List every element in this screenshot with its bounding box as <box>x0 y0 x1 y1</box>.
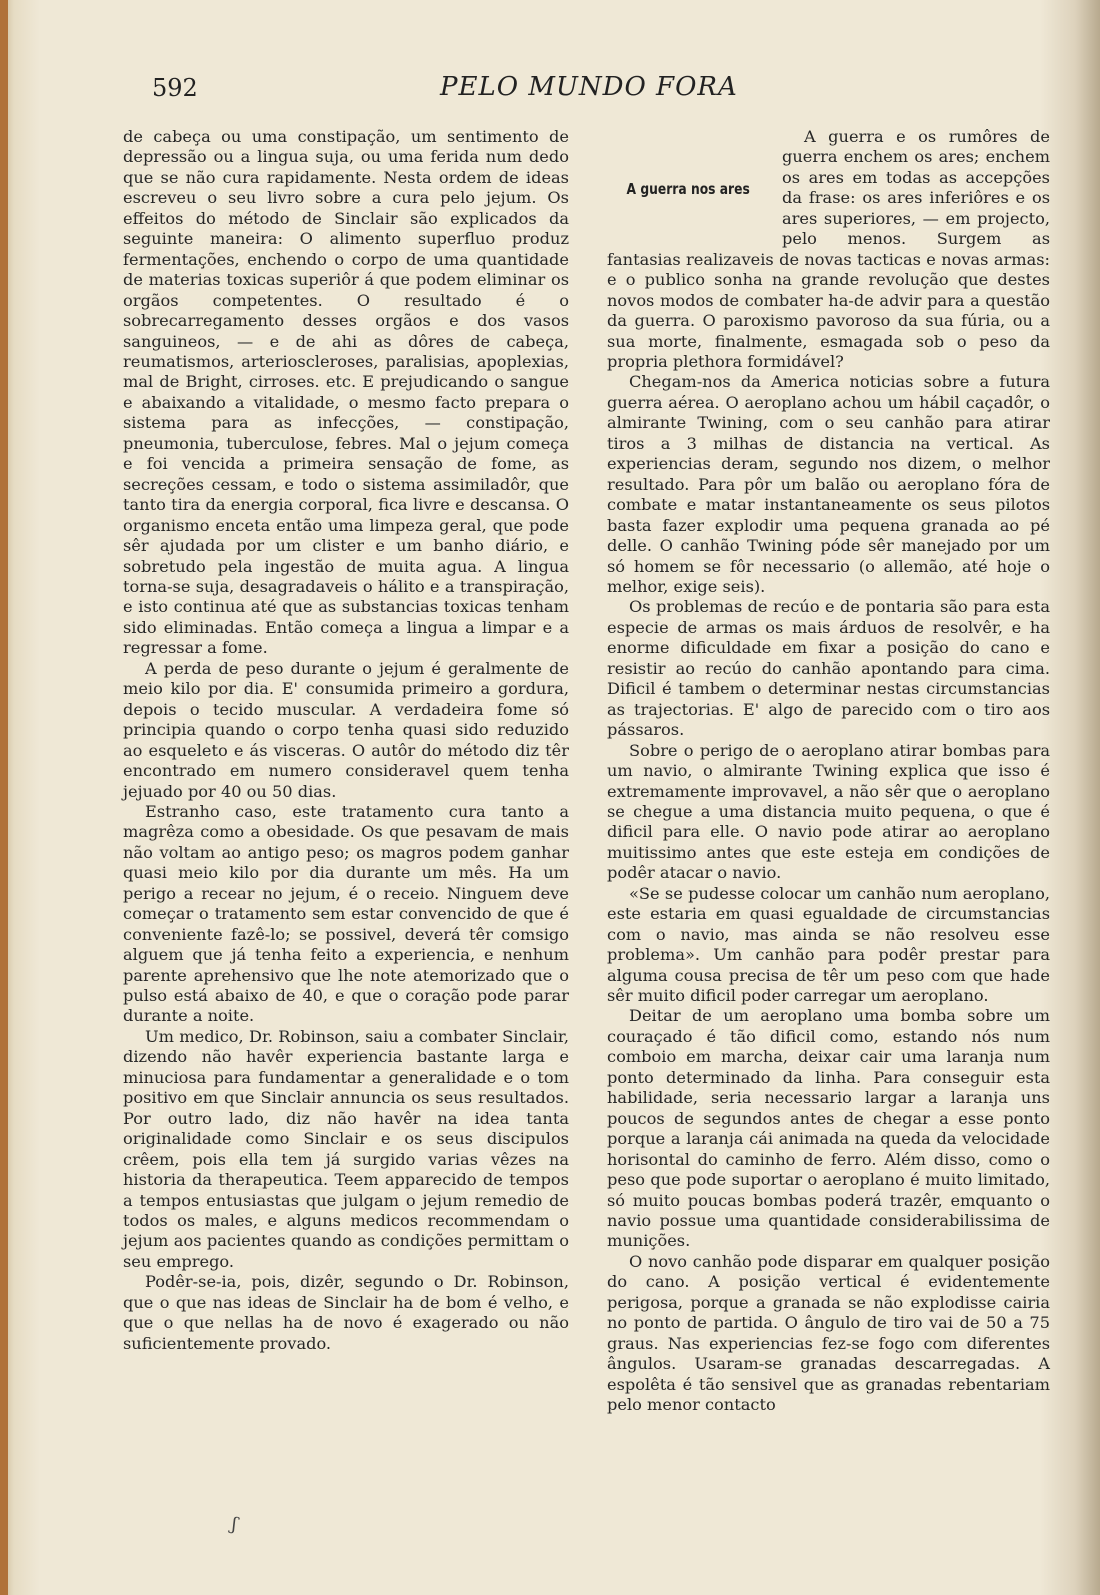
paragraph: Podêr-se-ia, pois, dizêr, segundo o Dr. Robinson, que o que nas ideas de Sinclair ha de bom é velho, e que o que nellas ha de novo é exagerado ou não suficientemente provado. <box>123 1272 569 1353</box>
paragraph: Estranho caso, este tratamento cura tanto a magrêza como a obesidade. Os que pesavam de mais não voltam ao antigo peso; os magros podem ganhar quasi meio kilo por dia durante um mês. Ha um perigo a recear no jejum, é o receio. Ninguem deve começar o tratamento sem estar convencido de que é conveniente fazê-lo; se possivel, deverá têr comsigo alguem que já tenha feito a experiencia, e nenhum parente aprehensivo que lhe note atemorizado que o pulso está abaixo de 40, e que o coração pode parar durante a noite. <box>123 801 569 1026</box>
paragraph: A guerra e os rumôres de guerra enchem os ares; enchem os ares em todas as accepções da frase: os ares inferiôres e os ares superiores, — em projecto, pelo menos. Surgem as fantasias realizaveis de novas tacticas e novas armas: e o publico sonha na grande revolução que destes novos modos de combater ha-de advir para a questão da guerra. O paroxismo pavoroso da sua fúria, ou a sua morte, finalmente, esmagada sob o peso da propria plethora formidável? <box>607 127 1050 371</box>
paragraph: A perda de peso durante o jejum é geralmente de meio kilo por dia. E' consumida primeiro a gordura, depois o tecido muscular. A verdadeira fome só principia quando o corpo tenha quasi sido reduzido ao esqueleto e ás visceras. O autôr do método diz têr encontrado em numero consideravel quem tenha jejuado por 40 ou 50 dias. <box>123 658 569 801</box>
paragraph: de cabeça ou uma constipação, um sentimento de depressão ou a lingua suja, ou uma ferida num dedo que se não cura rapidamente. Nesta ordem de ideas escreveu o seu livro sobre a cura pelo jejum. Os effeitos do método de Sinclair são explicados da seguinte maneira: O alimento superfluo produz fermentações, enchendo o corpo de uma quantidade de materias toxicas superiôr á que podem eliminar os orgãos competentes. O resultado é o sobrecarregamento desses orgãos e dos vasos sanguineos, — e de ahi as dôres de cabeça, reumatismos, arterioscleroses, paralisias, apoplexias, mal de Bright, cirroses. etc. E prejudicando o sangue e abaixando a vitalidade, o mesmo facto prepara o sistema para as infecções, — constipação, pneumonia, tuberculose, febres. Mal o jejum começa e foi vencida a primeira sensação de fome, as secreções cessam, e todo o sistema assimiladôr, que tanto tira da energia corporal, fica livre e descansa. O organismo enceta então uma limpeza geral, que pode sêr ajudada por um clister e um banho diário, e sobretudo pela ingestão de muita agua. A lingua torna-se suja, desagradaveis o hálito e a transpiração, e isto continua até que as substancias toxicas tenham sido eliminadas. Então começa a lingua a limpar e a regressar a fome. <box>123 127 569 658</box>
section-heading-text: A guerra nos ares <box>626 179 750 198</box>
right-column <box>607 127 1050 1416</box>
paragraph: Os problemas de recúo e de pontaria são para esta especie de armas os mais árduos de resolvêr, e ha enorme dificuldade em fixar a posição do cano e resistir ao recúo do canhão apontando para cima. Dificil é tambem o determinar nestas circumstancias as trajectorias. E' algo de parecido com o tiro aos pássaros. <box>607 597 1050 740</box>
running-title: PELO MUNDO FORA <box>440 72 738 102</box>
paragraph: O novo canhão pode disparar em qualquer posição do cano. A posição vertical é evidentemente perigosa, porque a granada se não explodisse cairia no ponto de partida. O ângulo de tiro vai de 50 a 75 graus. Nas experiencias fez-se fogo com diferentes ângulos. Usaram-se granadas descarregadas. A espolêta é tão sensivel que as granadas rebentariam pelo menor contacto <box>607 1251 1050 1415</box>
paragraph: Deitar de um aeroplano uma bomba sobre um couraçado é tão dificil como, estando nós num comboio em marcha, deixar cair uma laranja num ponto determinado da linha. Para conseguir esta habilidade, seria necessario largar a laranja uns poucos de segundos antes de chegar a esse ponto porque a laranja cái animada na queda da velocidade horisontal do caminho de ferro. Além disso, como o peso que pode suportar o aeroplano é muito limitado, só muito poucas bombas poderá trazêr, emquanto o navio possue uma quantidade considerabilissima de munições. <box>607 1006 1050 1251</box>
left-column <box>123 127 569 1354</box>
paragraph: «Se se pudesse colocar um canhão num aeroplano, este estaria em quasi egualdade de circumstancias com o navio, mas ainda se não resolveu esse problema». Um canhão para podêr prestar para alguma cousa precisa de têr um peso com que hade sêr muito dificil poder carregar um aeroplano. <box>607 883 1050 1006</box>
paragraph: Um medico, Dr. Robinson, saiu a combater Sinclair, dizendo não havêr experiencia bastante larga e minuciosa para fundamentar a generalidade e o tom positivo em que Sinclair annuncia os seus resultados. Por outro lado, diz não havêr na idea tanta originalidade como Sinclair e os seus discipulos crêem, pois ella tem já surgido varias vêzes na historia da therapeutica. Teem apparecido de tempos a tempos entusiastas que julgam o jejum remedio de todos os males, e alguns medicos recommendam o jejum aos pacientes quando as condições permittam o seu emprego. <box>123 1026 569 1271</box>
paragraph: Chegam-nos da America noticias sobre a futura guerra aérea. O aeroplano achou um hábil caçadôr, o almirante Twining, com o seu canhão para atirar tiros a 3 milhas de distancia na vertical. As experiencias deram, segundo nos dizem, o melhor resultado. Para pôr um balão ou aeroplano fóra de combate e matar instantaneamente os seus pilotos basta fazer explodir uma pequena granada ao pé delle. O canhão Twining póde sêr manejado por um só homem se fôr necessario (o allemão, até hoje o melhor, exige seis). <box>607 372 1050 596</box>
binding-edge <box>0 0 8 1595</box>
page-header <box>0 72 1100 112</box>
section-heading <box>602 127 774 247</box>
paragraph: Sobre o perigo de o aeroplano atirar bombas para um navio, o almirante Twining explica que isso é extremamente improvavel, a não sêr que o aeroplano se chegue a uma distancia muito pequena, o que é dificil para elle. O navio pode atirar ao aeroplano muitissimo antes que este esteja em condições de podêr atacar o navio. <box>607 740 1050 883</box>
page-number: 592 <box>152 74 198 102</box>
ink-mark: ʃ <box>229 1513 240 1536</box>
